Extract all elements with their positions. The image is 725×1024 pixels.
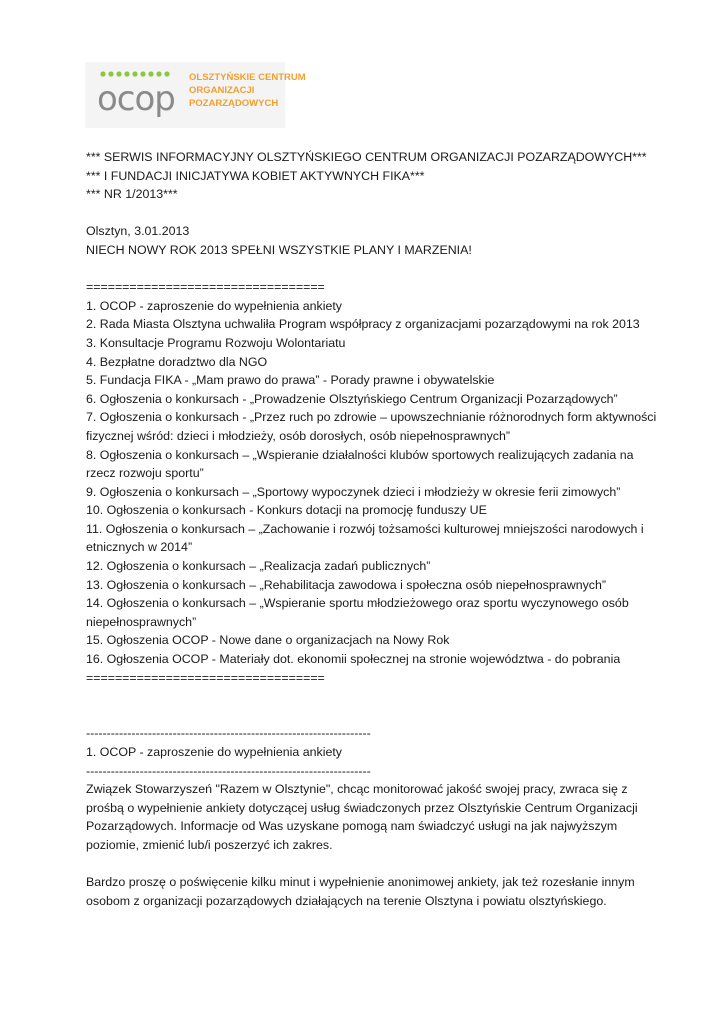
toc-item: 10. Ogłoszenia o konkursach - Konkurs dotacji na promocję funduszy UE [86, 503, 487, 518]
logo-org-line3: POZARZĄDOWYCH [189, 98, 279, 109]
header-line-1: *** SERWIS INFORMACYJNY OLSZTYŃSKIEGO CENTRUM ORGANIZACJI POZARZĄDOWYCH*** [86, 150, 647, 164]
toc-item: 11. Ogłoszenia o konkursach – „Zachowanie i rozwój tożsamości kulturowej mniejszości narodowych i etnicznych w 2014” [86, 521, 644, 555]
toc-item: 6. Ogłoszenia o konkursach - „Prowadzenie Olsztyńskiego Centrum Organizacji Pozarządowych” [86, 391, 618, 406]
section-1-paragraph-1: Związek Stowarzyszeń "Razem w Olsztynie", chcąc monitorować jakość swojej pracy, zwraca się z prośbą o wypełnienie ankiety dotyczącej usług świadczonych przez Olsztyńskie Centrum Organizacji Pozarządowych. Informacje od Was uzyskane pomogą nam świadczyć usługi na jak najwyższym poziomie, zmienić lub/i poszerzyć ich zakres. [86, 782, 638, 852]
logo-org-line2: ORGANIZACJI [189, 85, 255, 96]
separator-bottom: ================================= [86, 670, 325, 685]
toc-item: 15. Ogłoszenia OCOP - Nowe dane o organizacjach na Nowy Rok [86, 633, 450, 648]
date-line: Olsztyn, 3.01.2013 [86, 224, 190, 239]
toc-item: 16. Ogłoszenia OCOP - Materiały dot. ekonomii społecznej na stronie województwa - do pobrania [86, 652, 621, 667]
document-body [86, 148, 666, 910]
toc-item: 4. Bezpłatne doradztwo dla NGO [86, 354, 268, 369]
toc-item: 7. Ogłoszenia o konkursach - „Przez ruch po zdrowie – upowszechnianie różnorodnych form aktywności fizycznej wśród: dzieci i młodzieży, osób dorosłych, osób niepełnosprawnych” [86, 410, 657, 443]
table-of-contents [86, 297, 666, 669]
toc-item: 2. Rada Miasta Olsztyna uchwaliła Program współpracy z organizacjami pozarządowymi na rok 2013 [86, 317, 640, 332]
section-1-title: 1. OCOP - zaproszenie do wypełnienia ankiety [86, 745, 342, 759]
separator-top: ================================= [86, 280, 325, 295]
toc-item: 9. Ogłoszenia o konkursach – „Sportowy wypoczynek dzieci i młodzieży w okresie ferii zimowych” [86, 484, 621, 499]
logo-org-line1: OLSZTYŃSKIE CENTRUM [189, 72, 306, 83]
toc-item: 13. Ogłoszenia o konkursach – „Rehabilitacja zawodowa i społeczna osób niepełnosprawnych” [86, 577, 607, 592]
logo-dots [100, 71, 169, 76]
dash-separator-top: --------------------------------------------------------------------- [86, 726, 371, 741]
toc-item: 12. Ogłoszenia o konkursach – „Realizacja zadań publicznych” [86, 559, 431, 574]
section-1-paragraph-2: Bardzo proszę o poświęcenie kilku minut i wypełnienie anonimowej ankiety, jak też rozesłanie innym osobom z organizacji pozarządowych działających na terenie Olsztyna i powiatu olsztyńskiego. [86, 875, 635, 908]
toc-item: 14. Ogłoszenia o konkursach – „Wspieranie sportu młodzieżowego oraz sportu wyczynowego osób niepełnosprawnych” [86, 596, 629, 629]
header-line-2: *** I FUNDACJI INICJATYWA KOBIET AKTYWNYCH FIKA*** [86, 168, 425, 183]
toc-item: 5. Fundacja FIKA - „Mam prawo do prawa” - Porady prawne i obywatelskie [86, 373, 495, 388]
ocop-logo [85, 62, 306, 128]
greeting: NIECH NOWY ROK 2013 SPEŁNI WSZYSTKIE PLANY I MARZENIA! [86, 242, 472, 257]
toc-item: 3. Konsultacje Programu Rozwoju Wolontariatu [86, 335, 346, 350]
dash-separator-bottom: --------------------------------------------------------------------- [86, 763, 371, 778]
ocop-logo-graphic [85, 62, 306, 128]
toc-item: 1. OCOP - zaproszenie do wypełnienia ankiety [86, 298, 342, 313]
toc-item: 8. Ogłoszenia o konkursach – „Wspieranie działalności klubów sportowych realizujących zadania na rzecz rozwoju sportu” [86, 447, 634, 481]
header-line-3: *** NR 1/2013*** [86, 187, 178, 202]
logo-wordmark: ocop [97, 79, 175, 119]
